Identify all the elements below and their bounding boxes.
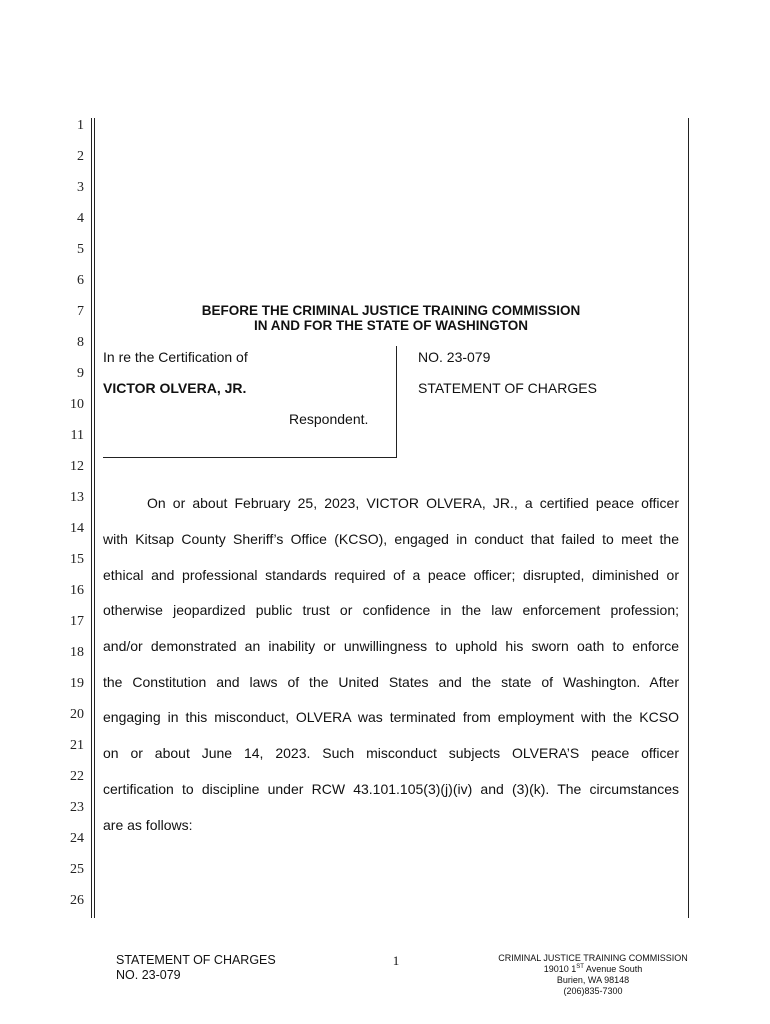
caption-bottom-rule	[103, 457, 397, 458]
caption-vertical-rule	[396, 346, 397, 458]
paragraph-line: and/or demonstrated an inability or unwillingness to uphold his sworn oath to enforce	[103, 638, 679, 654]
line-number: 16	[70, 583, 84, 598]
line-number: 12	[70, 459, 84, 474]
line-number: 10	[70, 397, 84, 412]
left-margin-rule-inner	[94, 118, 95, 918]
line-number: 5	[77, 242, 84, 257]
footer-left	[116, 953, 276, 983]
left-margin-rule-outer	[91, 118, 92, 918]
paragraph-line: with Kitsap County Sheriff’s Office (KCSO), engaged in conduct that failed to meet the	[103, 531, 679, 547]
paragraph-line: ethical and professional standards required of a peace officer; disrupted, diminished or	[103, 567, 679, 583]
line-number: 6	[77, 273, 84, 288]
line-number: 17	[70, 614, 84, 629]
line-number: 2	[77, 149, 84, 164]
footer-case-number: NO. 23-079	[116, 968, 181, 982]
paragraph-line: certification to discipline under RCW 43.101.105(3)(j)(iv) and (3)(k). The circumstances	[103, 781, 679, 797]
line-number: 1	[77, 118, 84, 133]
paragraph-line: are as follows:	[103, 817, 193, 833]
footer-agency-name: CRIMINAL JUSTICE TRAINING COMMISSION	[498, 953, 688, 963]
line-number: 22	[70, 769, 84, 784]
line-number: 15	[70, 552, 84, 567]
line-number: 7	[77, 304, 84, 319]
line-number: 25	[70, 862, 84, 877]
footer-street-number: 19010 1	[543, 964, 577, 974]
paragraph-line: the Constitution and laws of the United States and the state of Washington. After	[103, 674, 679, 690]
case-number: NO. 23-079	[418, 349, 491, 365]
line-number: 3	[77, 180, 84, 195]
paragraph-line: on or about June 14, 2023. Such misconduct subjects OLVERA’S peace officer	[103, 745, 679, 761]
line-number: 23	[70, 800, 84, 815]
line-number: 13	[70, 490, 84, 505]
footer-city: Burien, WA 98148	[556, 975, 630, 985]
right-margin-rule	[688, 118, 689, 918]
paragraph-line: otherwise jeopardized public trust or confidence in the law enforcement profession;	[103, 602, 679, 618]
footer-phone: (206)835-7300	[563, 986, 623, 996]
respondent-label: Respondent.	[289, 411, 369, 427]
line-number: 8	[77, 335, 84, 350]
footer-street-name: Avenue South	[583, 964, 643, 974]
footer-street-ordinal: ST	[576, 964, 584, 970]
footer-agency-address	[490, 953, 696, 997]
respondent-name: VICTOR OLVERA, JR.	[103, 380, 247, 396]
line-number: 4	[77, 211, 84, 226]
document-heading-line2: IN AND FOR THE STATE OF WASHINGTON	[254, 318, 528, 333]
line-number: 20	[70, 707, 84, 722]
line-number: 21	[70, 738, 84, 753]
line-number: 26	[70, 893, 84, 908]
line-number: 24	[70, 831, 84, 846]
page-number: 1	[392, 953, 400, 968]
line-number: 9	[77, 366, 84, 381]
document-type: STATEMENT OF CHARGES	[418, 380, 597, 396]
line-number: 19	[70, 676, 84, 691]
paragraph-line: engaging in this misconduct, OLVERA was terminated from employment with the KCSO	[103, 709, 679, 725]
caption-in-re: In re the Certification of	[103, 349, 248, 365]
paragraph-line: On or about February 25, 2023, VICTOR OLVERA, JR., a certified peace officer	[147, 495, 679, 511]
document-heading-line1: BEFORE THE CRIMINAL JUSTICE TRAINING COMMISSION	[201, 303, 581, 318]
footer-street	[490, 964, 696, 975]
line-number: 11	[70, 428, 84, 443]
footer-document-title: STATEMENT OF CHARGES	[116, 953, 276, 967]
line-number: 18	[70, 645, 84, 660]
line-number: 14	[70, 521, 84, 536]
